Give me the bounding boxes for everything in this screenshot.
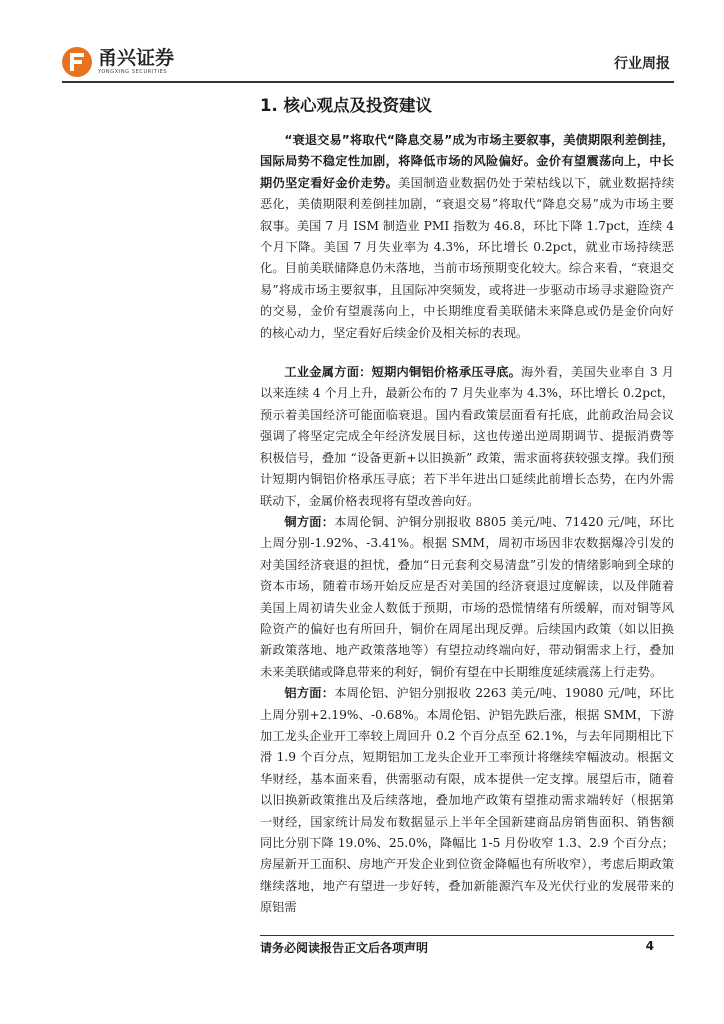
- paragraph-lead: 工业金属方面：短期内铜铝价格承压寻底。: [284, 365, 522, 380]
- paragraph-aluminum: [260, 683, 674, 918]
- paragraph-gold-outlook: [260, 130, 674, 344]
- paragraph-lead: 铝方面：: [284, 686, 335, 701]
- logo-chinese-name: 甬兴证券: [98, 47, 175, 69]
- section-title: 1. 核心观点及投资建议: [260, 96, 432, 115]
- paragraph-body: 本周伦铝、沪铝分别报收 2263 美元/吨、19080 元/吨，环比上周分别+2.19%、-0.68%。本周伦铝、沪铝先跌后涨，根据 SMM，下游加工龙头企业开工率较上周回升 0.2 个百分点至 62.1%，与去年同期相比下滑 1.9 个百分点，短期铝加工龙头企业开工率预计将继续窄幅波动。根据文华财经，基本面来看，供需驱动有限，成本提供一定支撑。展望后市，随着以旧换新政策推出及后续落地，叠加地产政策有望推动需求端转好（根据第一财经，国家统计局发布数据显示上半年全国新建商品房销售面积、销售额同比分别下降 19.0%、25.0%，降幅比 1-5 月份收窄 1.3、2.9 个百分点；房屋新开工面积、房地产开发企业到位资金降幅也有所收窄），考虑后期政策继续落地，地产有望进一步好转，叠加新能源汽车及光伏行业的发展带来的原铝需: [260, 686, 675, 915]
- paragraph-body: 美国制造业数据仍处于荣枯线以下，就业数据持续恶化，美债期限利差倒挂加剧，“衰退交易”将取代“降息交易”成为市场主要叙事。美国 7 月 ISM 制造业 PMI 指数为 46.8，环比下降 1.7pct，连续 4 个月下降。美国 7 月失业率为 4.3%，环比增长 0.2pct，就业市场持续恶化。目前美联储降息仍未落地，当前市场预期变化较大。综合来看，“衰退交易”将成市场主要叙事，且国际冲突频发，或将进一步驱动市场寻求避险资产的交易，金价有望震荡向上，中长期维度看美联储未来降息或仍是金价向好的核心动力，坚定看好后续金价及相关标的表现。: [260, 175, 675, 340]
- paragraph-copy: [260, 512, 674, 683]
- logo-english-name: YONGXING SECURITIES: [98, 69, 168, 75]
- disclaimer-note: 请务必阅读报告正文后各项声明: [260, 941, 429, 955]
- report-type-label: 行业周报: [614, 56, 670, 72]
- paragraph-industrial-metals: [260, 362, 674, 512]
- paragraph-lead: 铜方面：: [284, 514, 335, 529]
- page-number: 4: [645, 939, 654, 953]
- header-divider: [62, 81, 674, 83]
- paragraph-lead: “衰退交易”将取代“降息交易”成为市场主要叙事，美债期限利差倒挂，国际局势不稳定性加剧，将降低市场的风险偏好。金价有望震荡向上，中长期仍坚定看好金价走势。: [260, 133, 674, 190]
- footer-divider: [260, 935, 674, 936]
- main-content: [260, 92, 674, 919]
- page-header: [62, 44, 674, 80]
- paragraph-body: 本周伦铜、沪铜分别报收 8805 美元/吨、71420 元/吨，环比上周分别-1.92%、-3.41%。根据 SMM，周初市场因非农数据爆冷引发的对美国经济衰退的担忧，叠加“日元套利交易清盘”引发的情绪影响到全球的资本市场，随着市场开始反应是否对美国的经济衰退过度解读，以及伴随着美国上周初请失业金人数低于预期，市场的恐慌情绪有所缓解，而对铜等风险资产的偏好也有所回升，铜价在周尾出现反弹。后续国内政策（如以旧换新政策落地、地产政策落地等）有望拉动终端向好，带动铜需求上行，叠加未来美联储或降息带来的利好，铜价有望在中长期维度延续震荡上行走势。: [260, 514, 675, 679]
- paragraph-body: 海外看，美国失业率自 3 月以来连续 4 个月上升，最新公布的 7 月失业率为 4.3%，环比增长 0.2pct，预示着美国经济可能面临衰退。国内看政策层面看有托底，此前政治局会议强调了将坚定完成全年经济发展目标，这也传递出逆周期调节、提振消费等积极信号，叠加 “设备更新+以旧换新” 政策，需求面将获较强支撑。我们预计短期内铜铝价格承压寻底；若下半年进出口延续此前增长态势，在内外需联动下，金属价格表现将有望改善向好。: [260, 365, 674, 508]
- company-logo: [62, 46, 174, 78]
- logo-icon: [62, 47, 92, 77]
